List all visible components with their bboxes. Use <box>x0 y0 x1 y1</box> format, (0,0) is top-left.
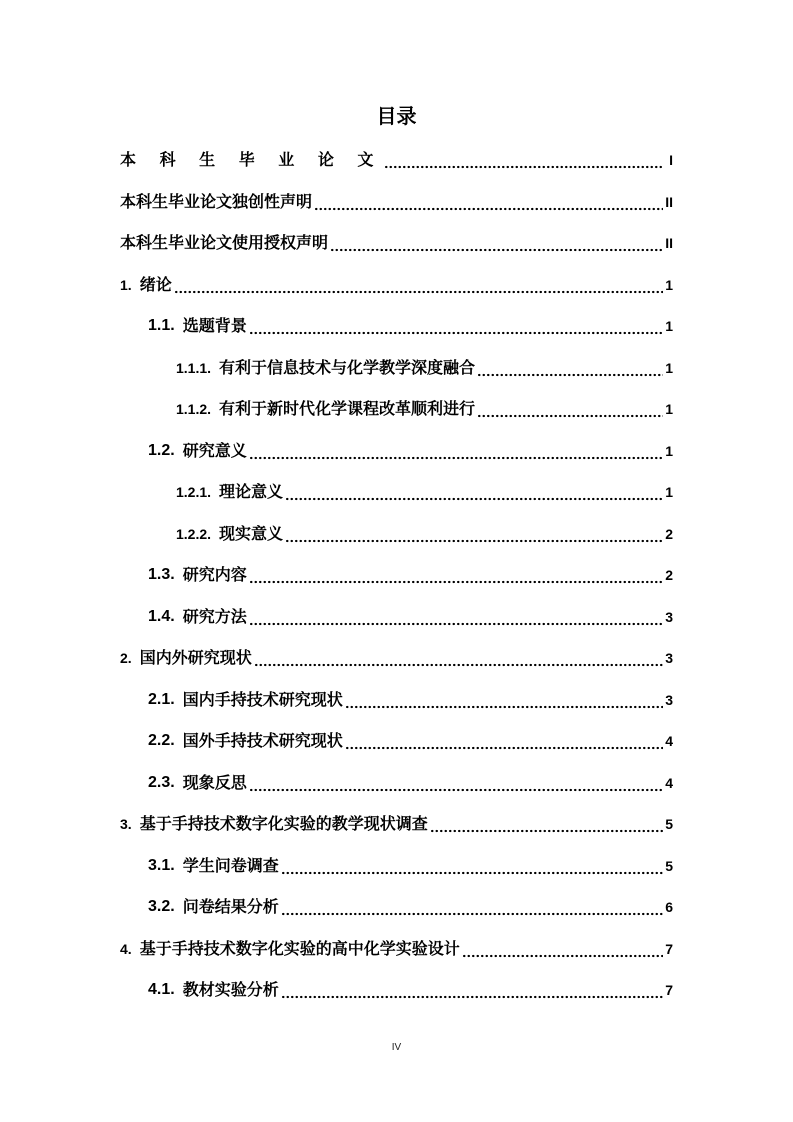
toc-entry-page: 4 <box>665 775 673 791</box>
toc-entry[interactable] <box>0 355 673 379</box>
dot-leader <box>330 232 663 254</box>
toc-entry-title: 研究意义 <box>182 441 247 460</box>
toc-entry[interactable] <box>0 936 673 960</box>
toc-entry-number: 4. <box>120 941 132 957</box>
toc-entry-title: 有利于信息技术与化学教学深度融合 <box>219 358 476 377</box>
toc-entry[interactable] <box>0 645 673 669</box>
dot-leader <box>384 149 663 171</box>
toc-entry-page: 2 <box>665 526 673 542</box>
toc-entry-page: 3 <box>665 692 673 708</box>
dot-leader <box>249 564 663 586</box>
toc-entry[interactable] <box>0 313 673 337</box>
toc-entry-number: 3.2. <box>148 898 175 915</box>
toc-entry-page: 7 <box>665 982 673 998</box>
toc-entry-page: 1 <box>665 484 673 500</box>
toc-entry-page: 1 <box>665 443 673 459</box>
toc-entry[interactable] <box>0 770 673 794</box>
toc-entry-page: II <box>665 235 673 251</box>
toc-entry[interactable] <box>0 521 673 545</box>
dot-leader <box>314 191 663 213</box>
dot-leader <box>285 523 663 545</box>
toc-entry-number: 1.1. <box>148 317 175 334</box>
toc-heading: 目录 <box>376 104 417 128</box>
toc-entry[interactable] <box>0 189 673 213</box>
dot-leader <box>249 772 663 794</box>
toc-entry[interactable] <box>0 562 673 586</box>
toc-entry[interactable] <box>0 147 673 171</box>
toc-entry-page: 1 <box>665 360 673 376</box>
toc-entry-page: 1 <box>665 318 673 334</box>
dot-leader <box>345 689 663 711</box>
toc-entry-number: 1. <box>120 277 132 293</box>
toc-entry[interactable] <box>0 479 673 503</box>
dot-leader <box>249 315 663 337</box>
toc-entry-title: 研究内容 <box>182 565 247 584</box>
toc-entry[interactable] <box>0 604 673 628</box>
toc-entry[interactable] <box>0 811 673 835</box>
toc-entry[interactable] <box>0 894 673 918</box>
toc-entry-number: 2.3. <box>148 774 175 791</box>
dot-leader <box>285 481 663 503</box>
toc-entry[interactable] <box>0 396 673 420</box>
toc-entry-title: 本科生毕业论文使用授权声明 <box>120 233 329 252</box>
toc-entry-number: 1.2.2. <box>176 526 212 542</box>
toc-entry-title: 理论意义 <box>219 482 284 501</box>
dot-leader <box>430 813 663 835</box>
toc-entry-title: 现实意义 <box>219 524 284 543</box>
dot-leader <box>254 647 663 669</box>
toc-entry-page: 3 <box>665 609 673 625</box>
toc-entry[interactable] <box>0 977 673 1001</box>
toc-entry-title: 国外手持技术研究现状 <box>182 731 343 750</box>
dot-leader <box>477 398 663 420</box>
toc-entry-title: 教材实验分析 <box>182 980 279 999</box>
toc-entry-title: 国内外研究现状 <box>139 648 252 667</box>
toc-entry[interactable] <box>0 230 673 254</box>
toc-entry-page: II <box>665 194 673 210</box>
toc-entry-title: 选题背景 <box>182 316 247 335</box>
toc-entry[interactable] <box>0 272 673 296</box>
toc-entry-page: 4 <box>665 733 673 749</box>
toc-entry[interactable] <box>0 687 673 711</box>
dot-leader <box>281 855 663 877</box>
toc-entry-page: 3 <box>665 650 673 666</box>
toc-entry-page: 6 <box>665 899 673 915</box>
toc-entry-number: 1.1.1. <box>176 360 212 376</box>
dot-leader <box>462 938 663 960</box>
toc-entry-number: 2.1. <box>148 691 175 708</box>
toc-entry-number: 3. <box>120 816 132 832</box>
dot-leader <box>281 896 663 918</box>
toc-entry-page: 7 <box>665 941 673 957</box>
toc-entry-title: 本 科 生 毕 业 论 文 <box>120 150 383 169</box>
toc-entry-title: 本科生毕业论文独创性声明 <box>120 192 313 211</box>
toc-entry-page: 1 <box>665 401 673 417</box>
toc-entry-title: 研究方法 <box>182 607 247 626</box>
toc-entry-title: 问卷结果分析 <box>182 897 279 916</box>
toc-entry-number: 1.4. <box>148 608 175 625</box>
dot-leader <box>249 440 663 462</box>
toc-entry-title: 基于手持技术数字化实验的高中化学实验设计 <box>139 939 460 958</box>
toc-entry[interactable] <box>0 728 673 752</box>
toc-entry-number: 1.2. <box>148 442 175 459</box>
toc-entry-number: 3.1. <box>148 857 175 874</box>
toc-entry-number: 1.3. <box>148 566 175 583</box>
toc-entry-number: 1.2.1. <box>176 484 212 500</box>
toc-entry-number: 2.2. <box>148 732 175 749</box>
toc-entry-number: 1.1.2. <box>176 401 212 417</box>
toc-entry-number: 4.1. <box>148 981 175 998</box>
toc-entry[interactable] <box>0 438 673 462</box>
toc-entry[interactable] <box>0 853 673 877</box>
toc-entry-title: 有利于新时代化学课程改革顺利进行 <box>219 399 476 418</box>
dot-leader <box>345 730 663 752</box>
toc-entry-title: 基于手持技术数字化实验的教学现状调查 <box>139 814 428 833</box>
toc-entry-page: 5 <box>665 858 673 874</box>
toc-entry-page: I <box>669 152 673 168</box>
dot-leader <box>477 357 663 379</box>
toc-entry-page: 1 <box>665 277 673 293</box>
dot-leader <box>281 979 663 1001</box>
toc-entry-page: 2 <box>665 567 673 583</box>
dot-leader <box>174 274 663 296</box>
page-number-footer: IV <box>391 1042 402 1053</box>
dot-leader <box>249 606 663 628</box>
toc-entry-title: 学生问卷调查 <box>182 856 279 875</box>
toc-entry-title: 国内手持技术研究现状 <box>182 690 343 709</box>
toc-entry-title: 绪论 <box>139 275 172 294</box>
toc-entry-title: 现象反思 <box>182 773 247 792</box>
toc-entry-page: 5 <box>665 816 673 832</box>
toc-entry-number: 2. <box>120 650 132 666</box>
